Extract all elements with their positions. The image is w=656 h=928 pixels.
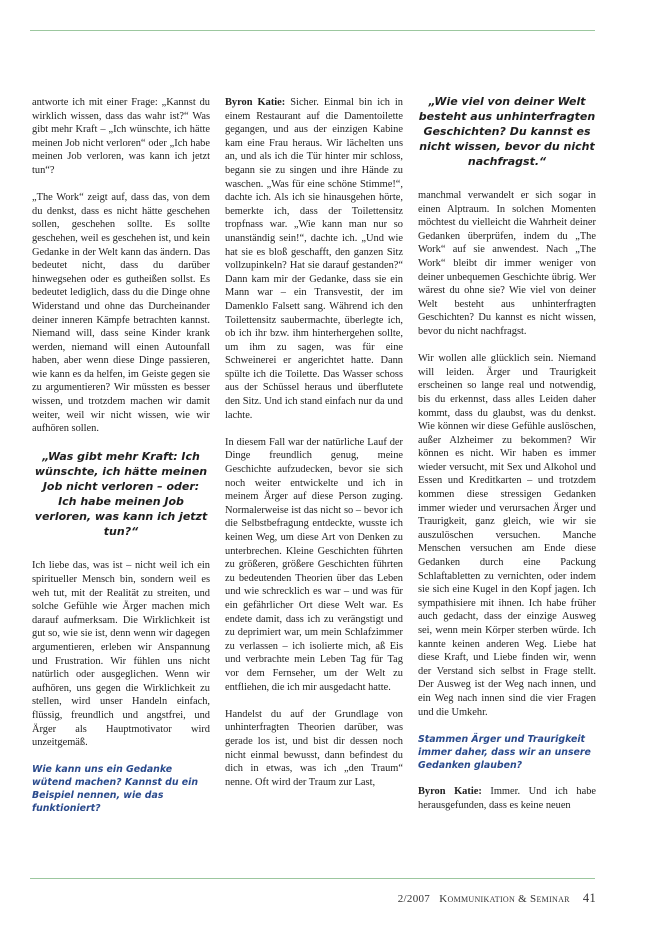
col3-paragraph-3 xyxy=(418,785,596,812)
col2-paragraph-3: Handelst du auf der Grundlage von unhinterfragten Theorien darüber, was gerade los ist, und bist dir dessen noch nicht einmal bewusst, dann befindest du dich in etwas, was ich „den Traum“ nenne. Oft wird der Traum zur Last, xyxy=(225,708,403,788)
col2-speaker: Byron Katie: xyxy=(225,97,286,108)
footer-magazine-name: Kommunikation & Seminar xyxy=(439,893,570,905)
footer-issue: 2/2007 xyxy=(397,893,431,905)
page-number: 41 xyxy=(582,891,596,905)
col1-interview-question: Wie kann uns ein Gedanke wütend machen? Kannst du ein Beispiel nennen, wie das funktioniert? xyxy=(32,764,199,815)
col3-pullquote: „Wie viel von deiner Welt besteht aus unhinterfragten Geschichten? Du kannst es nicht wissen, bevor du nicht nachfragst.“ xyxy=(418,95,596,168)
col3-speaker: Byron Katie: xyxy=(418,786,482,798)
col3-paragraph-1: manchmal verwandelt er sich sogar in einen Alptraum. In solchen Momenten möchtest du vielleicht die Wahrheit deiner Gedanken überprüfen, indem du „The Work“ auf sie anwendest. Nach „The Work“ bleibt dir immer weniger von deiner unbequemen Geschichte übrig. Wer wärest du ohne sie? Wie viel von deiner Welt besteht aus unhinterfragten Geschichten? Du kannst es nicht wissen, bevor du nicht nachfragst. xyxy=(418,190,596,337)
column-1 xyxy=(32,96,210,829)
col2-answer-text: Sicher. Einmal bin ich in einem Restaurant auf die Damentoilette gegangen, und aus der einzigen Kabine kam eine Frau heraus. Wir lächelten uns an, und als ich die Tür hinter mir schloss, begann sie zu singen und ihre Hände zu waschen. „Was für eine schöne Stimme!“, dachte ich. Als ich sie hinausgehen hörte, bemerkte ich, dass der Toilettensitz tropfnass war. „Wie kann man nur so unanständig sein!“, dachte ich. „Und wie hat sie es bloß geschafft, den ganzen Sitz vollzupinkeln? Hat sie darauf gestanden?“ Dann kam mir der Gedanke, dass sie ein Mann war – ein Transvestit, der im Damenklo Falsett sang. Während ich den Toilettensitz saubermachte, überlegte ich, ob ich ihr bzw. ihm hinterhergehen sollte, um ihm zu sagen, was für eine Schweinerei er angerichtet hatte. Dann spülte ich die Toilette. Das Wasser schoss aus der Schüssel heraus und überflutete den Sitz. Und ich stand einfach nur da und lachte. xyxy=(225,97,403,421)
col2-paragraph-1 xyxy=(225,96,403,422)
bottom-rule xyxy=(30,878,595,879)
col1-paragraph-2: „The Work“ zeigt auf, dass das, von dem du denkst, dass es nicht hätte geschehen sollen, geschehen sollte. Es sollte geschehen, weil es geschehen ist, und kein Gedanke in der Welt kann das ändern. Das bedeutet nicht, dass du darüber hinwegsehen oder es gutheißen sollst. Es bedeutet lediglich, dass du die Dinge ohne Widerstand und ohne das Durcheinander deiner inneren Kämpfe betrachten kannst. Niemand will, dass seine Kinder krank werden, niemand will einen Autounfall haben, aber wenn diese Dinge passieren, wie kann es da helfen, im Geiste gegen sie zu argumentieren? Wir müssten es besser wissen, und trotzdem machen wir damit weiter, weil wir nicht wissen, wie wir aufhören sollen. xyxy=(32,192,210,435)
col1-pullquote: „Was gibt mehr Kraft: Ich wünschte, ich hätte meinen Job nicht verloren – oder: Ich habe meinen Job verloren, was kann ich jetzt tun?“ xyxy=(34,450,208,539)
page-footer xyxy=(0,891,596,906)
col3-paragraph-2: Wir wollen alle glücklich sein. Niemand will leiden. Ärger und Traurigkeit erscheinen so lange real und notwendig, bis du erkennst, dass alles Leiden daher kommt, dass du glaubst, was du denkst. Wie können wir diese Gefühle auslöschen, außer Alzheimer zu bekommen? Wir können es nicht. Wir haben es immer wieder versucht, mit Sex und Alkohol und Essen und Kreditkarten – und trotzdem kommen diese stressigen Gedanken immer wieder und verursachen Ärger und Traurigkeit, ganz gleich, wie wir sie auszulöschen versuchen. Manche Menschen versuchen am Ende diese Gedanken durch eine Packung Schlaftabletten zu vernichten, oder indem sie sich eine Kugel in den Kopf jagen. Ich sympathisiere mit ihnen. Ich habe früher auch gedacht, dass der einzige Ausweg sei, wenn mein Körper sterben würde. Ich kannte keinen anderen Weg. Liebe hat diese Kraft, und Liebe finden wir, wenn der Verstand sich selbst in Frage stellt. Der Ausweg ist der Weg nach innen, und ein Weg nach innen sind die vier Fragen und die Umkehr. xyxy=(418,353,596,718)
col3-interview-question: Stammen Ärger und Traurigkeit immer daher, dass wir an unsere Gedanken glauben? xyxy=(418,733,591,771)
col3-answer-text: Immer. Und ich habe herausgefunden, dass es keine neuen xyxy=(418,786,596,811)
top-rule xyxy=(30,30,595,31)
col1-paragraph-1: antworte ich mit einer Frage: „Kannst du wirklich wissen, dass das wahr ist?“ Was gibt mehr Kraft – „Ich wünschte, ich hätte meinen Job nicht verloren“ oder „Ich habe meinen Job verloren, was kann ich jetzt tun“? xyxy=(32,97,210,176)
column-3 xyxy=(418,94,596,813)
col2-paragraph-2: In diesem Fall war der natürliche Lauf der Dinge freundlich genug, meine Geschichte aufzudecken, bevor sie sich noch weiter entwickelte und ich in meinem Ärger auf diese Person zuging. Normalerweise ist das nicht so – bevor ich die Selbstbefragung entdeckte, wusste ich keinen Weg, um diese Art von Denken zu unterbrechen. Kleine Geschichten führten zu größeren, größere Geschichten führten zu bedeutenden Theorien über das Leben und wie schrecklich es war – und was für ein gefährlicher Ort diese Welt war. Es endete damit, dass ich zu verängstigt und zu deprimiert war, um mein Schlafzimmer zu verlassen – ich isolierte mich, aß Eis und verbrachte mein Leben Tag für Tag vor dem Fernseher, um der Welt zu entfliehen, die ich mir ausgedacht hatte. xyxy=(225,436,403,693)
column-2 xyxy=(225,96,403,789)
col1-paragraph-3: Ich liebe das, was ist – nicht weil ich ein spiritueller Mensch bin, sondern weil es weh tut, mit der Realität zu streiten, und solche Gefühle wie Ärger machen mich darauf aufmerksam. Die Wirklichkeit ist gut so, wie sie ist, denn wenn wir dagegen argumentieren, erleben wir Anspannung und Frustration. Wir fühlen uns nicht natürlich oder ausgeglichen. Wenn wir aufhören, uns gegen die Wirklichkeit zu stellen, wird unser Handeln einfach, flüssig, freundlich und angstfrei, und Ärger als Hauptmotivator wird unzeitgemäß. xyxy=(32,560,210,749)
